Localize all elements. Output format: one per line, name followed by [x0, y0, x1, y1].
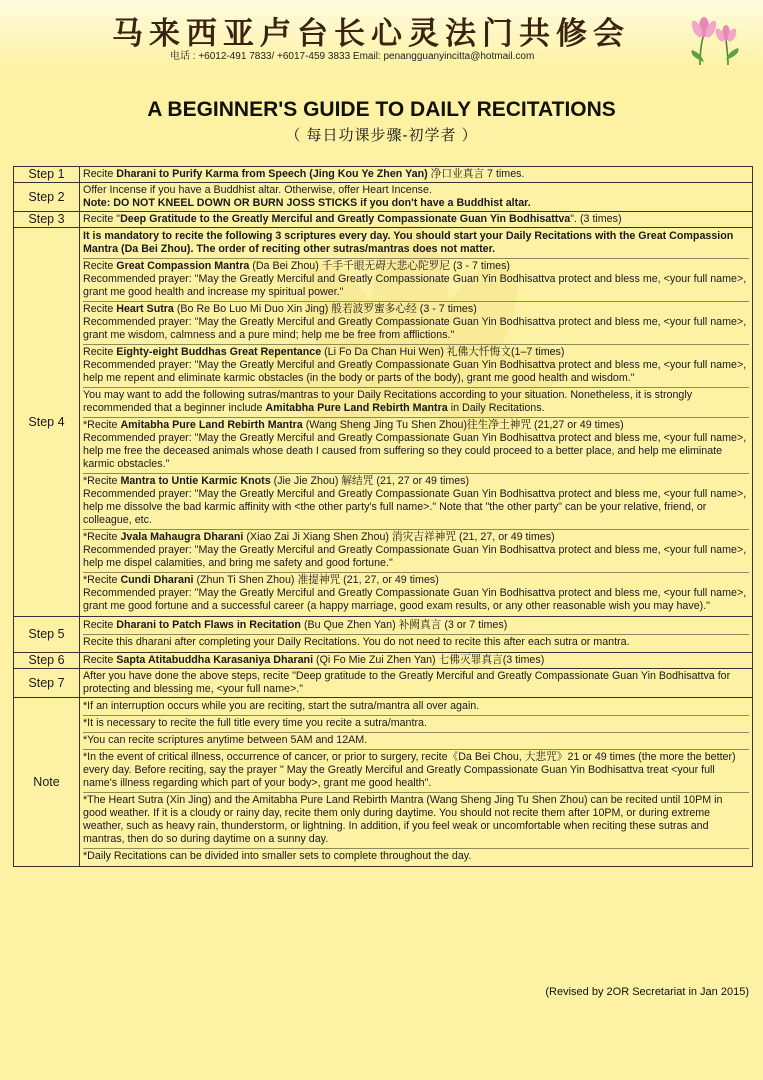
text-fragment: Recite " [83, 213, 121, 225]
prayer-text: Recommended prayer: "May the Greatly Merciful and Greatly Compassionate Guan Yin Bodhisattva protect and bless me, <your full name>, grant me wisdom, calmness and a pure mind; help me be free from afflictions." [83, 316, 747, 341]
recitation-patch-flaws [83, 618, 749, 634]
step-content [80, 212, 753, 228]
page-title: A BEGINNER'S GUIDE TO DAILY RECITATIONS [147, 98, 616, 121]
prayer-text: Recommended prayer: "May the Greatly Merciful and Greatly Compassionate Guan Yin Bodhisattva protect and bless me, <your full name>, help me free the deceased animals whose death I caused from suffering so they could proceed to a better place, and help me eliminate karmic obstacles." [83, 432, 747, 470]
recitation-jvala-mahaugra [83, 529, 749, 572]
table-row-step-7 [14, 669, 753, 698]
prayer-text: Recommended prayer: "May the Greatly Merciful and Greatly Compassionate Guan Yin Bodhisattva protect and bless me, <your full name>, grant me good fortune and a successful career (a happy marriage, good exam results, or any other reasonable wish you may have)." [83, 587, 747, 612]
step-content [80, 653, 753, 669]
instruction-text: Offer Incense if you have a Buddhist altar. Otherwise, offer Heart Incense. [83, 184, 432, 196]
note-line [83, 197, 749, 210]
text-fragment: *Recite [83, 531, 121, 543]
table-row-note [14, 698, 753, 867]
text-fragment: in Daily Recitations. [447, 402, 545, 414]
recitation-name: Sapta Atitabuddha Karasaniya Dharani [116, 654, 314, 666]
recitation-name: Amitabha Pure Land Rebirth Mantra [265, 402, 448, 414]
intro-text: It is mandatory to recite the following 3 scriptures every day. You should start your Daily Recitations with the Great Compassion Mantra (Da Bei Zhou). The order of reciting other sutras/mantras does not matter. [83, 230, 734, 255]
table-row-step-2 [14, 183, 753, 212]
prayer-text: Recommended prayer: "May the Greatly Merciful and Greatly Compassionate Guan Yin Bodhisattva protect and bless me, <your full name>, help me dispel calamities, and bring me safety and good fortune." [83, 544, 747, 569]
note-item: *You can recite scriptures anytime between 5AM and 12AM. [83, 732, 749, 749]
text-fragment: (Bu Que Zhen Yan) 补阙真言 (3 or 7 times) [300, 619, 508, 631]
recitation-name: Heart Sutra [116, 303, 174, 315]
table-row-step-1 [14, 167, 753, 183]
recitation-great-compassion [83, 258, 749, 301]
text-fragment: (Da Bei Zhou) 千手千眼无碍大悲心陀罗尼 (3 - 7 times) [249, 260, 510, 272]
text-fragment: ". (3 times) [570, 213, 622, 225]
note-text: DO NOT KNEEL DOWN OR BURN JOSS STICKS if you don't have a Buddhist altar. [110, 197, 531, 209]
contact-info: 电话 : +6012-491 7833/ +6017-459 3833 Email: penangguanyincitta@hotmail.com [170, 51, 535, 62]
step-label: Step 3 [14, 212, 80, 228]
text-fragment: 净口业真言 7 times. [427, 168, 525, 180]
recitation-name: Amitabha Pure Land Rebirth Mantra [120, 419, 303, 431]
step-label: Step 2 [14, 183, 80, 212]
page-subtitle: （ 每日功课步骤-初学者 ） [285, 127, 478, 144]
text-fragment: (Qi Fo Mie Zui Zhen Yan) 七佛灭罪真言(3 times) [313, 654, 545, 666]
text-fragment: *Recite [83, 475, 121, 487]
org-name: 马来西亚卢台长心灵法门共修会 [112, 16, 630, 52]
text-fragment: (Zhun Ti Shen Zhou) 准提神咒 (21, 27, or 49 times) [193, 574, 439, 586]
table-row-step-5 [14, 617, 753, 653]
text-fragment: Recite [83, 619, 117, 631]
note-content [80, 698, 753, 867]
optional-intro [83, 387, 749, 417]
text-fragment: Recite [83, 346, 117, 358]
note-item: *In the event of critical illness, occurrence of cancer, or prior to surgery, recite《Da Bei Chou, 大悲咒》21 or 49 times (the more the better) every day. Before reciting, say the prayer " May the Greatly Merciful and Greatly Compassionate Guan Yin Bodhisattva treat <your full name's illness regarding which part of your body>, grant me good health". [83, 749, 749, 792]
text-fragment: *Recite [83, 419, 121, 431]
instruction-text: Recite this dharani after completing your Daily Recitations. You do not need to recite this after each sutra or mantra. [83, 634, 749, 651]
table-row-step-6 [14, 653, 753, 669]
recitation-name: Dharani to Purify Karma from Speech (Jing Kou Ye Zhen Yan) [116, 168, 428, 180]
steps-table [13, 166, 753, 867]
prayer-text: Recommended prayer: "May the Greatly Merciful and Greatly Compassionate Guan Yin Bodhisattva protect and bless me, <your full name>, help me dissolve the bad karmic affinity with <the other party's full name>." Note that "the other party" can be your relative, friend, or colleague, etc. [83, 488, 747, 526]
step-content [80, 183, 753, 212]
text-fragment: Recite [83, 260, 117, 272]
recitation-name: Deep Gratitude to the Greatly Merciful and Greatly Compassionate Guan Yin Bodhisattva [120, 213, 571, 225]
table-row-step-3 [14, 212, 753, 228]
lotus-flowers-icon [680, 10, 750, 66]
step-content: After you have done the above steps, recite "Deep gratitude to the Greatly Merciful and Greatly Compassionate Guan Yin Bodhisattva for protecting and blessing me, <your full name>." [80, 669, 753, 698]
note-label: Note [14, 698, 80, 867]
text-fragment: Recite [83, 303, 117, 315]
note-item: *If an interruption occurs while you are reciting, start the sutra/mantra all over again. [83, 700, 480, 712]
prayer-text: Recommended prayer: "May the Greatly Merciful and Greatly Compassionate Guan Yin Bodhisattva protect and bless me, <your full name>, grant me good health and increase my spiritual power." [83, 273, 747, 298]
text-fragment: (Xiao Zai Ji Xiang Shen Zhou) 消灾吉祥神咒 (21, 27, or 49 times) [243, 531, 555, 543]
step-label: Step 1 [14, 167, 80, 183]
text-fragment: *Recite [83, 574, 121, 586]
recitation-name: Dharani to Patch Flaws in Recitation [116, 619, 301, 631]
recitation-karmic-knots [83, 473, 749, 529]
step-content [80, 617, 753, 653]
table-row-step-4 [14, 228, 753, 617]
text-fragment: You may want to add the following sutras/mantras to your Daily Recitations according to your situation. Nonetheless, it is strongly recommended that a beginner include [83, 389, 693, 414]
step-content [80, 228, 753, 617]
text-fragment: (Bo Re Bo Luo Mi Duo Xin Jing) 般若波罗蜜多心经 (3 - 7 times) [173, 303, 477, 315]
recitation-name: Great Compassion Mantra [116, 260, 250, 272]
step-label: Step 5 [14, 617, 80, 653]
note-item: *The Heart Sutra (Xin Jing) and the Amitabha Pure Land Rebirth Mantra (Wang Sheng Jing Tu Shen Zhou) can be recited until 10PM in good weather. If it is a cloudy or rainy day, recite them only during daytime. You should not recite them after 10PM, or during extreme weather, such as heavy rain, thunderstorm, or lightning. In addition, if you feel weak or uncomfortable when reciting these sutras and mantras, then do so during daytime on a sunny day. [83, 792, 749, 848]
note-item: *Daily Recitations can be divided into smaller sets to complete throughout the day. [83, 848, 749, 865]
recitation-name: Mantra to Untie Karmic Knots [120, 475, 271, 487]
text-fragment: (Li Fo Da Chan Hui Wen) 礼佛大忏悔文(1–7 times) [321, 346, 565, 358]
recitation-eighty-eight-buddhas [83, 344, 749, 387]
note-label: Note: [83, 197, 111, 209]
revision-note: (Revised by 2OR Secretariat in Jan 2015) [545, 986, 749, 998]
step-label: Step 6 [14, 653, 80, 669]
recitation-name: Cundi Dharani [120, 574, 194, 586]
text-fragment: Recite [83, 654, 117, 666]
step-label: Step 7 [14, 669, 80, 698]
text-fragment: (Wang Sheng Jing Tu Shen Zhou)往生净土神咒 (21,27 or 49 times) [302, 419, 624, 431]
step-content [80, 167, 753, 183]
recitation-cundi [83, 572, 749, 615]
prayer-text: Recommended prayer: "May the Greatly Merciful and Greatly Compassionate Guan Yin Bodhisattva protect and bless me, <your full name>, help me repent and eliminate karmic obstacles (in the body or parts of the body), grant me good health and wisdom." [83, 359, 747, 384]
recitation-name: Jvala Mahaugra Dharani [120, 531, 244, 543]
mandatory-intro [83, 229, 749, 258]
step-label: Step 4 [14, 228, 80, 617]
recitation-heart-sutra [83, 301, 749, 344]
text-fragment: (Jie Jie Zhou) 解结咒 (21, 27 or 49 times) [270, 475, 470, 487]
note-item: *It is necessary to recite the full title every time you recite a sutra/mantra. [83, 715, 749, 732]
recitation-name: Eighty-eight Buddhas Great Repentance [116, 346, 322, 358]
text-fragment: Recite [83, 168, 117, 180]
recitation-amitabha [83, 417, 749, 473]
